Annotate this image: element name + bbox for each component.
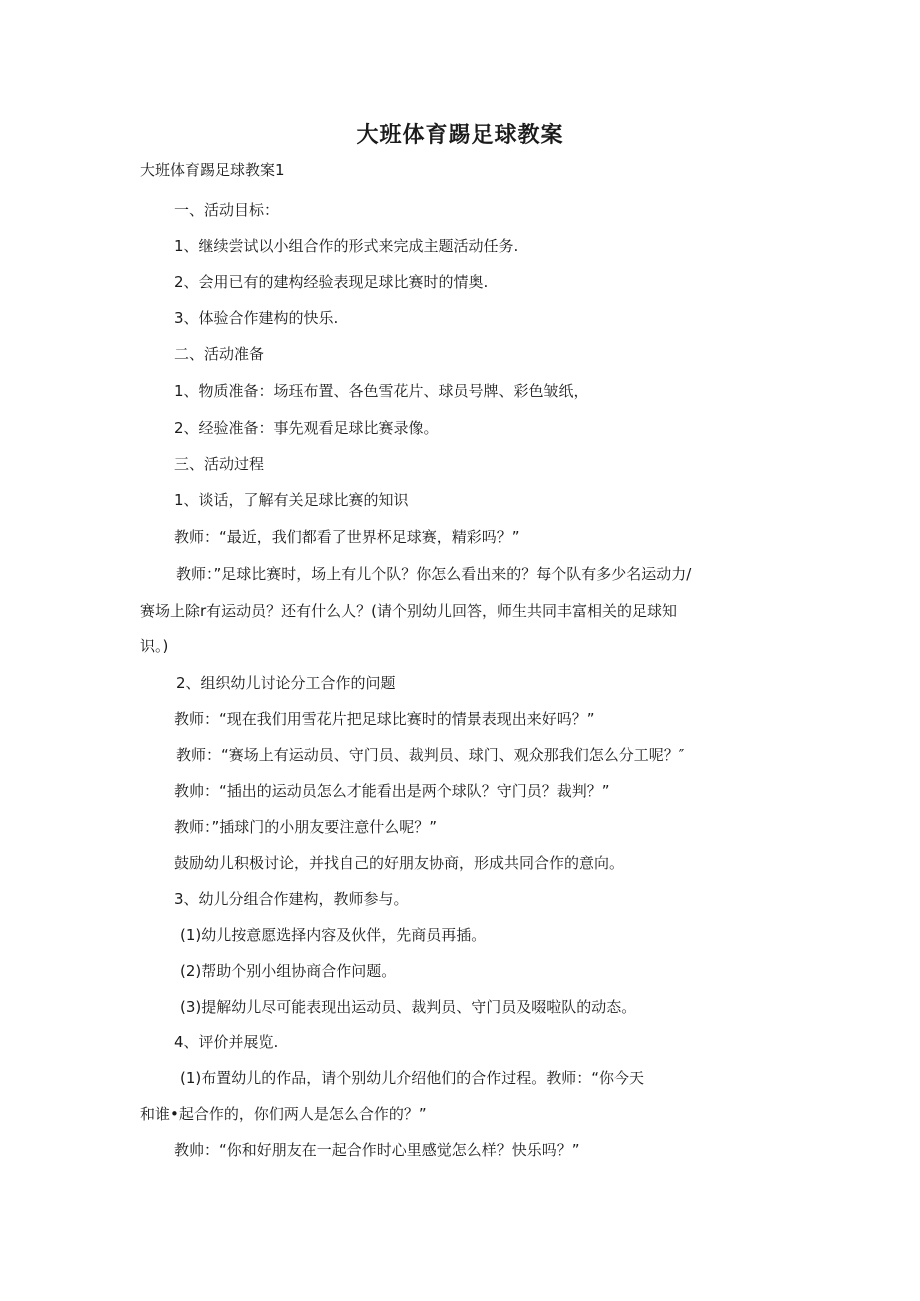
paragraph-line: 教师：“赛场上有运动员、守门员、裁判员、球门、观众那我们怎么分工呢？″ [176,746,685,764]
paragraph-line: 3、幼儿分组合作建构，教师参与。 [174,890,409,908]
paragraph-line: 鼓励幼儿积极讨论，并找自己的好朋友协商，形成共同合作的意向。 [174,854,625,872]
paragraph-line: (3)提解幼儿尽可能表现出运动员、裁判员、守门员及啜啦队的动态。 [180,998,637,1016]
paragraph-line: 3、体验合作建构的快乐. [174,309,339,327]
paragraph-line: (2)帮助个别小组协商合作问题。 [180,962,397,980]
document-title: 大班体育踢足球教案 [356,123,564,148]
paragraph-line: 和谁•起合作的，你们两人是怎么合作的？” [140,1105,427,1123]
paragraph-line: 一、活动目标： [174,201,280,219]
paragraph-line: 2、经验准备：事先观看足球比赛录像。 [174,419,439,437]
paragraph-line: 2、组织幼儿讨论分工合作的问题 [176,674,396,692]
paragraph-line: 1、继续尝试以小组合作的形式来完成主题活动任务. [174,237,519,255]
paragraph-line: 1、物质准备：场珏布置、各色雪花片、球员号牌、彩色皱纸， [174,382,589,400]
paragraph-line: 赛场上除r有运动员？还有什么人？(请个别幼儿回答，师生共同丰富相关的足球知 [140,602,678,620]
paragraph-line: 教师：“现在我们用雪花片把足球比赛时的情景表现出来好吗？” [174,710,595,728]
paragraph-line: 2、会用已有的建构经验表现足球比赛时的情奥. [174,273,489,291]
paragraph-line: 二、活动准备 [174,345,265,363]
paragraph-line: 教帅：“你和好朋友在一起合作时心里感觉怎么样？快乐吗？” [174,1141,580,1159]
paragraph-line: (1)幼儿按意愿选择内容及伙伴，先商员再插。 [180,926,487,944]
paragraph-line: 三、活动过程 [174,455,265,473]
paragraph-line: (1)布置幼儿的作品，请个别幼儿介绍他们的合作过程。教师：“你今天 [180,1069,645,1087]
paragraph-line: 教师：”插球门的小朋友要注意什么呢？” [174,818,438,836]
paragraph-line: 教师：”足球比赛时，场上有儿个队？你怎么看出来的？每个队有多少名运动力/ [176,565,692,583]
paragraph-line: 1、谈话，了解有关足球比赛的知识 [174,491,409,509]
paragraph-line: 识。) [140,637,169,655]
paragraph-line: 教帅：“插出的运动员怎么才能看出是两个球队？守门员？裁判？” [174,782,610,800]
paragraph-line: 教师：“最近，我们都看了世界杯足球赛，精彩吗？” [174,528,520,546]
paragraph-line: 4、评价并展览. [174,1033,279,1051]
document-subtitle: 大班体育踢足球教案1 [140,161,285,179]
